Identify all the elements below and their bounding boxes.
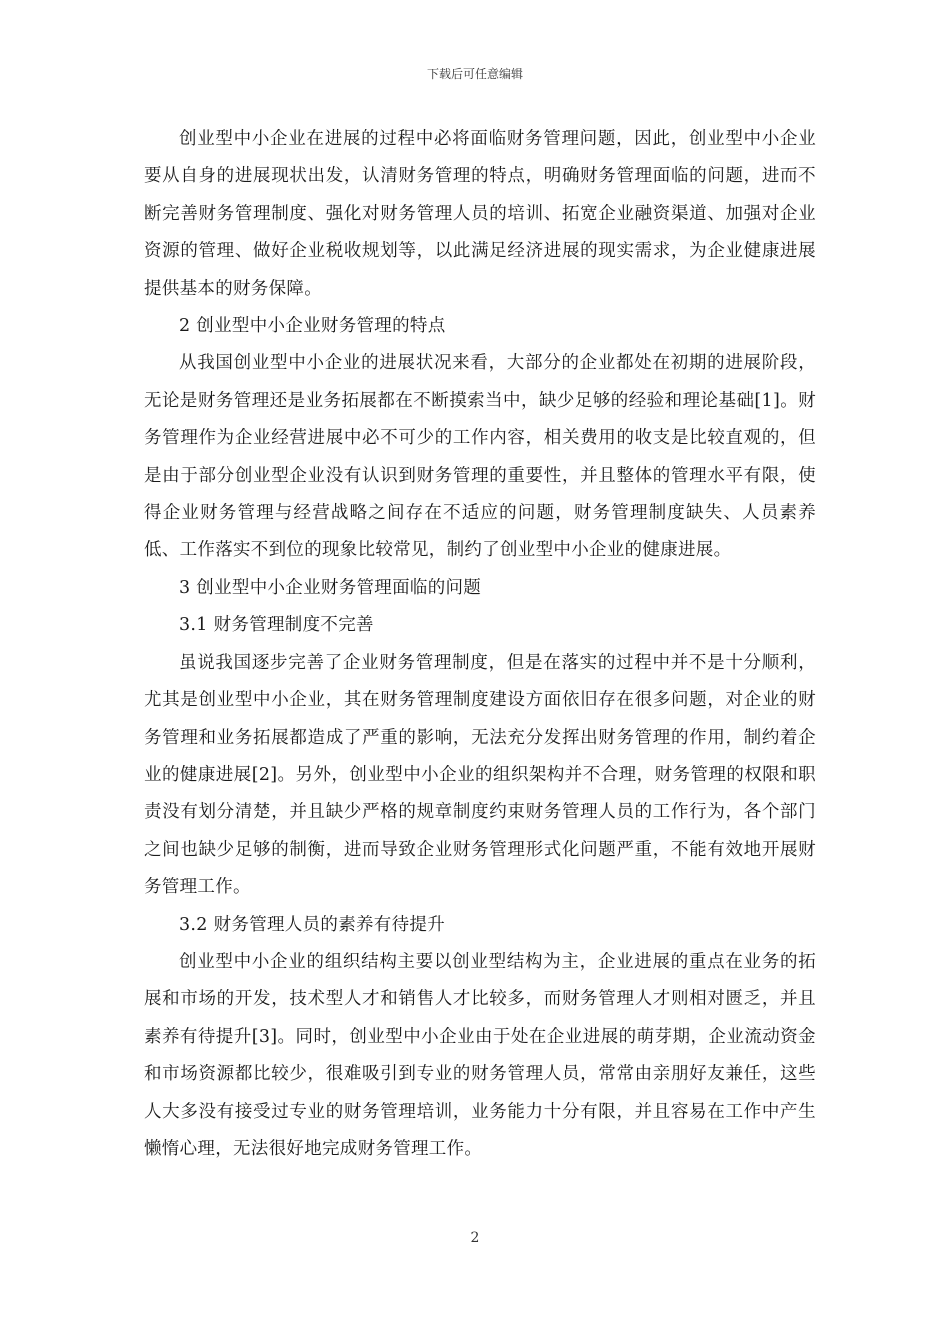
- page-number: 2: [470, 1230, 480, 1246]
- subsection-heading-3-1: 3.1 财务管理制度不完善: [179, 615, 374, 636]
- section-heading-3: 3 创业型中小企业财务管理面临的问题: [179, 577, 482, 598]
- paragraph-staff-quality: 创业型中小企业的组织结构主要以创业型结构为主，企业进展的重点在业务的拓展和市场的开发，技术型人才和销售人才比较多，而财务管理人才则相对匮乏，并且素养有待提升[3]。同时，创业型中小企业由于处在企业进展的萌芽期，企业流动资金和市场资源都比较少，很难吸引到专业的财务管理人员，常常由亲朋好友兼任，这些人大多没有接受过专业的财务管理培训，业务能力十分有限，并且容易在工作中产生懒惰心理，无法很好地完成财务管理工作。: [144, 951, 816, 1159]
- paragraph-system-incomplete: 虽说我国逐步完善了企业财务管理制度，但是在落实的过程中并不是十分顺利，尤其是创业型中小企业，其在财务管理制度建设方面依旧存在很多问题，对企业的财务管理和业务拓展都造成了严重的影响，无法充分发挥出财务管理的作用，制约着企业的健康进展[2]。另外，创业型中小企业的组织架构并不合理，财务管理的权限和职责没有划分清楚，并且缺少严格的规章制度约束财务管理人员的工作行为，各个部门之间也缺少足够的制衡，进而导致企业财务管理形式化问题严重，不能有效地开展财务管理工作。: [144, 652, 816, 898]
- paragraph-intro: 创业型中小企业在进展的过程中必将面临财务管理问题，因此，创业型中小企业要从自身的进展现状出发，认清财务管理的特点，明确财务管理面临的问题，进而不断完善财务管理制度、强化对财务管理人员的培训、拓宽企业融资渠道、加强对企业资源的管理、做好企业税收规划等，以此满足经济进展的现实需求，为企业健康进展提供基本的财务保障。: [144, 129, 816, 299]
- document-body: [144, 121, 816, 1168]
- section-heading-2: 2 创业型中小企业财务管理的特点: [179, 316, 446, 337]
- page-header-note: 下载后可任意编辑: [426, 67, 523, 81]
- paragraph-characteristics: 从我国创业型中小企业的进展状况来看，大部分的企业都处在初期的进展阶段，无论是财务管理还是业务拓展都在不断摸索当中，缺少足够的经验和理论基础[1]。财务管理作为企业经营进展中必不可少的工作内容，相关费用的收支是比较直观的，但是由于部分创业型企业没有认识到财务管理的重要性，并且整体的管理水平有限，使得企业财务管理与经营战略之间存在不适应的问题，财务管理制度缺失、人员素养低、工作落实不到位的现象比较常见，制约了创业型中小企业的健康进展。: [144, 353, 816, 561]
- subsection-heading-3-2: 3.2 财务管理人员的素养有待提升: [179, 914, 445, 935]
